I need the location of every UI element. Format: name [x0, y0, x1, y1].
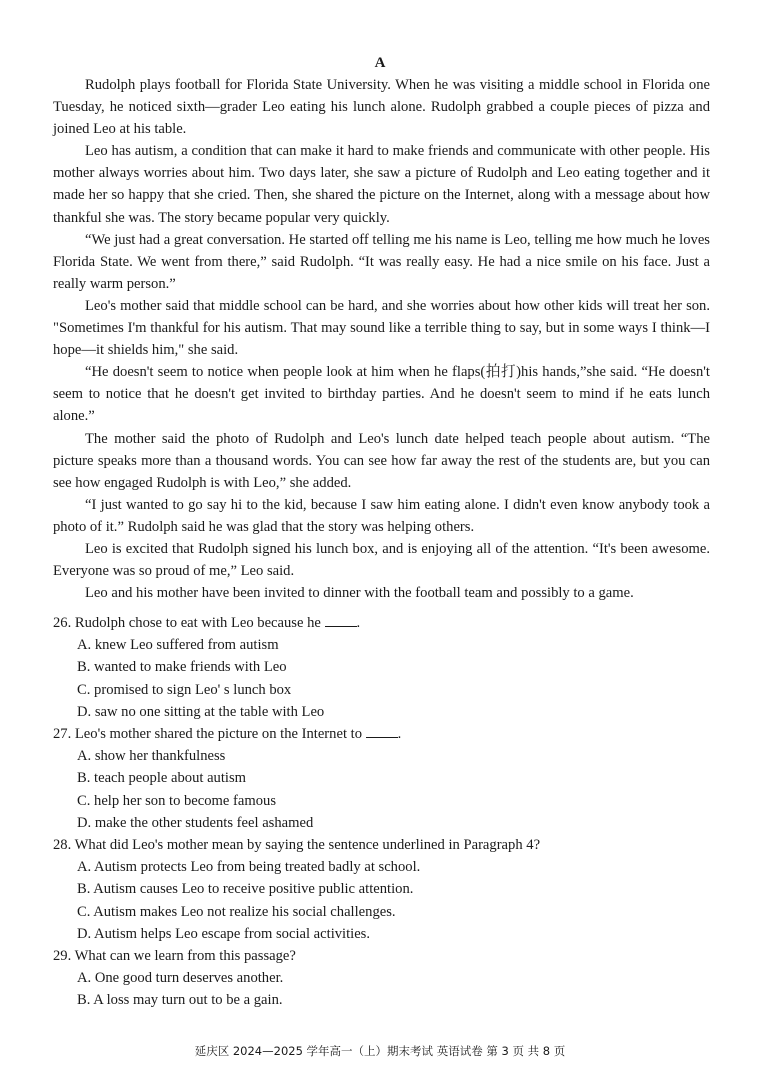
page-footer: 延庆区 2024—2025 学年高一（上）期末考试 英语试卷 第 3 页 共 8 页 [194, 1044, 566, 1058]
passage-paragraph: Leo is excited that Rudolph signed his lunch box, and is enjoying all of the attention. “It's been awesome. Everyone was so proud of me,” Leo said. [53, 540, 710, 580]
question-stem: 26. Rudolph chose to eat with Leo because he . [53, 615, 361, 631]
reading-passage [53, 74, 710, 604]
answer-option: A. One good turn deserves another. [77, 970, 284, 987]
passage-paragraph: Leo's mother said that middle school can be hard, and she worries about how other kids will treat her son. "Sometimes I'm thankful for his autism. That may sound like a terrible thing to say, but in some ways I think—I hope—it shields him," she said. [53, 297, 710, 359]
question-26 [53, 612, 710, 723]
passage-paragraph: “We just had a great conversation. He started off telling me his name is Leo, telling me how much he loves Florida State. We went from there,” said Rudolph. “It was really easy. He had a nice smile on his face. Just a really warm person.” [53, 231, 710, 292]
answer-option: A. knew Leo suffered from autism [77, 637, 279, 654]
passage-paragraph: “I just wanted to go say hi to the kid, because I saw him eating alone. I didn't even know anybody took a photo of it.” Rudolph said he was glad that the story was helping others. [53, 496, 710, 535]
answer-option: C. promised to sign Leo' s lunch box [77, 681, 292, 698]
answer-blank [366, 725, 398, 738]
question-27 [53, 723, 710, 834]
answer-option: B. wanted to make friends with Leo [77, 659, 287, 676]
answer-option: D. Autism helps Leo escape from social activities. [77, 925, 371, 942]
passage-paragraph: Leo has autism, a condition that can make it hard to make friends and communicate with other people. His mother always worries about him. Two days later, she saw a picture of Rudolph and Leo eating together and it made her so happy that she cried. Then, she shared the picture on the Internet, along with a message about how thankful she was. The story became popular very quickly. [53, 143, 710, 226]
passage-paragraph: “He doesn't seem to notice when people look at him when he flaps(拍打)his hands,”she said. “He doesn't seem to notice that he doesn't get invited to birthday parties. And he doesn't seem to mind if he eats lunch alone.” [53, 364, 710, 425]
passage-paragraph: Rudolph plays football for Florida State University. When he was visiting a middle school in Florida one Tuesday, he noticed sixth—grader Leo eating his lunch alone. Rudolph grabbed a couple pieces of pizza and joined Leo at his table. [53, 77, 710, 138]
answer-option: A. Autism protects Leo from being treated badly at school. [77, 859, 421, 876]
answer-option: D. saw no one sitting at the table with Leo [77, 703, 325, 720]
question-stem: 28. What did Leo's mother mean by saying the sentence underlined in Paragraph 4? [53, 837, 541, 854]
question-stem: 29. What can we learn from this passage? [53, 948, 296, 965]
section-heading: A [374, 55, 386, 71]
passage-paragraph: The mother said the photo of Rudolph and Leo's lunch date helped teach people about autism. “The picture speaks more than a thousand words. You can see how far away the rest of the students are, but you can see how engaged Rudolph is with Leo,” she added. [53, 430, 710, 491]
answer-option: B. A loss may turn out to be a gain. [77, 992, 283, 1009]
passage-paragraph: Leo and his mother have been invited to dinner with the football team and possibly to a game. [85, 585, 634, 602]
answer-option: A. show her thankfulness [77, 748, 226, 765]
question-list [53, 612, 710, 1012]
question-28 [53, 834, 710, 945]
answer-option: B. Autism causes Leo to receive positive public attention. [77, 881, 414, 898]
answer-blank [325, 614, 357, 627]
answer-option: C. Autism makes Leo not realize his social challenges. [77, 903, 396, 920]
answer-option: B. teach people about autism [77, 770, 246, 787]
answer-option: C. help her son to become famous [77, 792, 276, 809]
answer-option: D. make the other students feel ashamed [77, 814, 314, 831]
question-stem: 27. Leo's mother shared the picture on the Internet to . [53, 726, 402, 743]
question-29 [53, 945, 710, 1012]
